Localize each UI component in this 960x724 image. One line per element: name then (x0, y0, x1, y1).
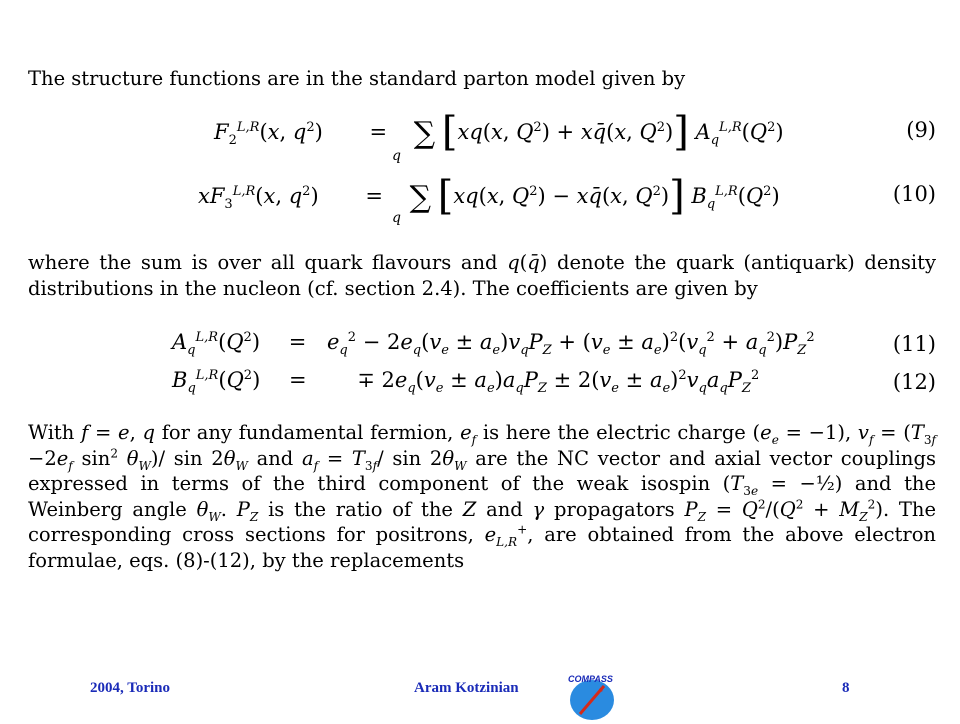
equation-11: $A_q^{L,R}(Q^2) = e_q^2 - 2e_q(v_e \pm a_e)v_qP_Z + (v_e \pm a_e)^2(v_q^2 + a_q^2)P_Z^2$ (172, 330, 815, 359)
equation-9: $F_2^{L,R}(x$, $q^2$) = ∑ [xq(x, $Q^2$) + xq̄(x, $Q^2$)] $A_q^{L,R}(Q^2)$ (214, 109, 784, 155)
paragraph-couplings: With f = e, q for any fundamental fermion, $e_f$ is here the electric charge $(e_e = -1)$, $v_f = (T_{3f} -2e_f$ $\sin^2 \theta_W)/$ $\sin 2\theta_W$ and $a_f = T_{3f}/$ $\sin 2\theta_W$ are the NC vector and axial vector couplings expressed in terms of the third component of the weak isospin ($T_{3e}$ = −½) and the Weinberg angle $\theta_W$. $P_Z$ is the ratio of the Z and γ propagators $P_Z = Q^2/(Q^2 + M_Z^2)$. The corresponding cross sections for positrons, $e_{L,R}^+$, are obtained from the above electron formulae, eqs. (8)-(12), by the replacements (28, 421, 937, 572)
equation-11-number: (11) (892, 332, 936, 356)
footer-location-year: 2004, Torino (90, 680, 171, 696)
equation-12: $B_q^{L,R}(Q^2)$ = ∓ $2e_q(v_e \pm a_e)a_qP_Z \pm 2(v_e \pm a_e)^2v_qa_qP_Z^2$ (172, 368, 760, 397)
equation-10-number: (10) (892, 182, 936, 206)
equation-9-number: (9) (906, 118, 936, 142)
compass-logo-text: COMPASS (568, 674, 613, 684)
footer-page-number: 8 (842, 680, 850, 696)
equation-12-number: (12) (892, 370, 936, 394)
intro-text: The structure functions are in the standard parton model given by (28, 67, 686, 90)
paragraph-sum-description: where the sum is over all quark flavours and q(q̄) denote the quark (antiquark) density distributions in the nucleon (cf. section 2.4). The coefficients are given by (28, 251, 937, 300)
footer-author: Aram Kotzinian (414, 680, 519, 696)
equation-10: $xF_3^{L,R}(x$, $q^2$) = ∑ [xq(x, $Q^2$) − xq̄(x, $Q^2$)] $B_q^{L,R}(Q^2)$ (198, 173, 780, 219)
compass-logo (566, 670, 618, 720)
